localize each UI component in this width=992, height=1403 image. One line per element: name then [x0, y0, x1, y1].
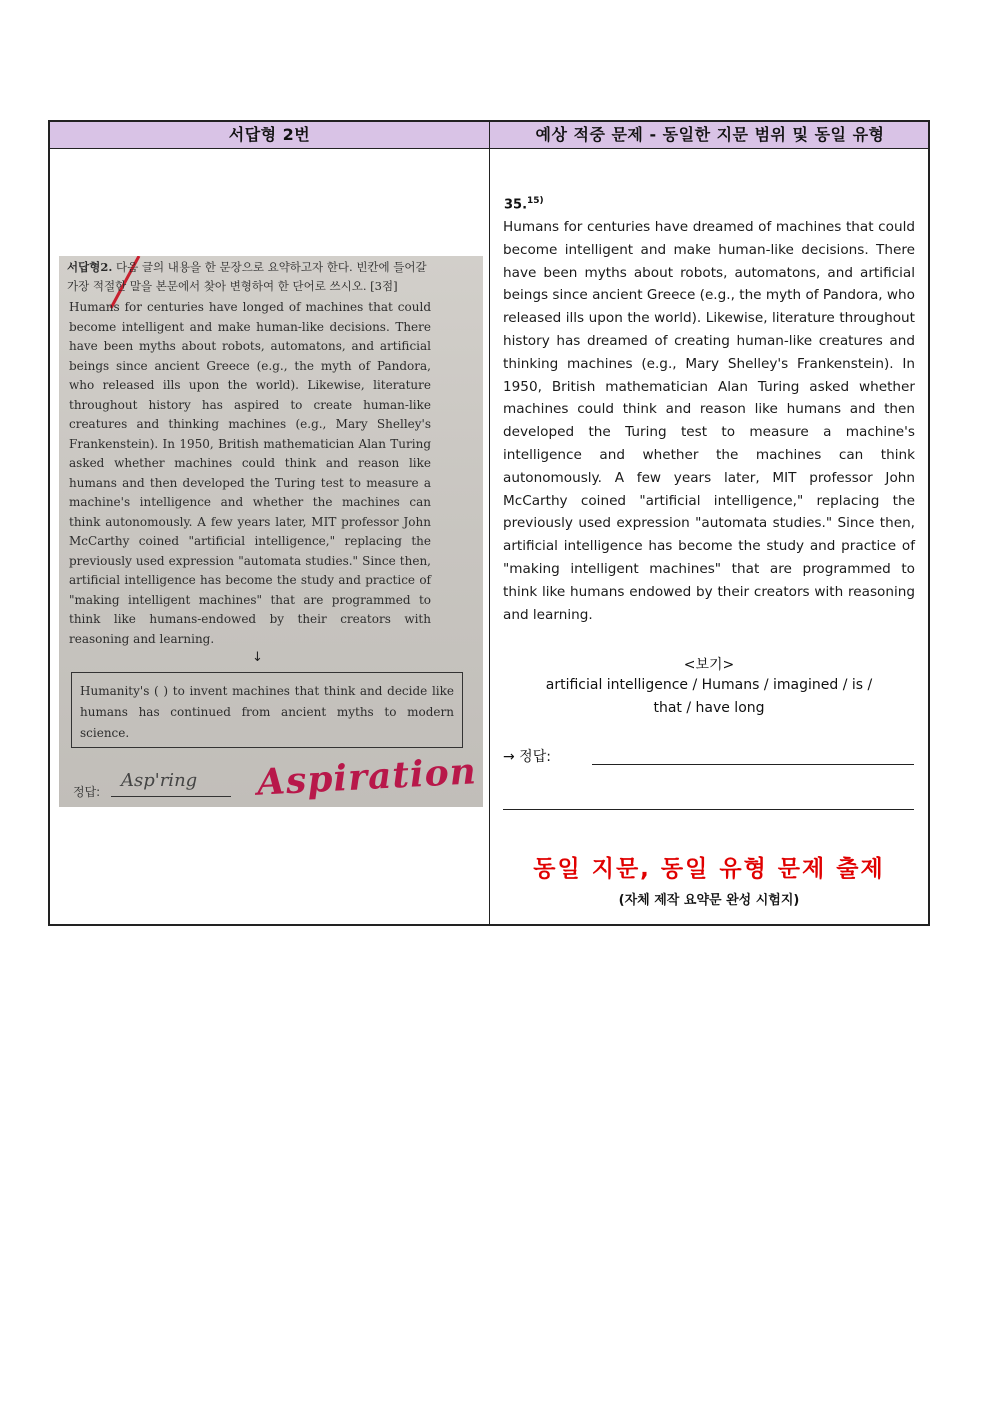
footnote-marker: 15) — [527, 196, 544, 206]
exam-question-instruction — [67, 258, 427, 296]
exam-answer-line — [111, 796, 231, 797]
answer-line-2 — [503, 809, 914, 810]
down-arrow-icon: ↓ — [252, 650, 263, 665]
exam-passage: Humans for centuries have longed of machines that could become intelligent and make human-like decisions. There have been myths about robots, automatons, and artificial beings since ancient Greece (e.g., the myth of Pandora, who released ills upon the world). Likewise, literature throughout history has aspired to create human-like creatures and thinking machines (e.g., Mary Shelley's Frankenstein). In 1950, British mathematician Alan Turing asked whether machines could think and reason like humans and then developed the Turing test to measure a machine's intelligence and whether the machines can think autonomously. A few years later, MIT professor John McCarthy coined "artificial intelligence," replacing the previously used expression "automata studies." Since then, artificial intelligence has become the study and practice of "making intelligent machines" that are programmed to think like humans-endowed by their creators with reasoning and learning. — [69, 300, 431, 646]
answer-line-1 — [592, 764, 914, 765]
exam-sheet — [59, 256, 483, 807]
left-column-header: 서답형 2번 — [228, 125, 311, 144]
column-divider — [489, 122, 490, 924]
question-number: 35.$^{15)}$ — [504, 196, 544, 213]
answer-label: → 정답: — [503, 749, 551, 765]
sub-note: (자체 제작 요약문 완성 시험지) — [618, 893, 800, 908]
handwritten-answer: Aspiration — [256, 750, 478, 804]
exam-question-label: 서답형2. — [67, 260, 113, 274]
exam-photo — [59, 256, 483, 807]
exam-answer-label: 정답: — [73, 785, 101, 799]
bogi-line-1: artificial intelligence / Humans / imagined / is / — [545, 677, 873, 693]
right-column-header: 예상 적중 문제 - 동일한 지문 범위 및 동일 유형 — [535, 125, 885, 144]
bogi-line-2: that / have long — [653, 700, 765, 716]
question-passage: Humans for centuries have dreamed of machines that could become intelligent and make human-like decisions. There have been myths about robots, automatons, and artificial beings since ancient Greece (e.g., the myth of Pandora, who released ills upon the world). Likewise, literature throughout history has dreamed of creating human-like creatures and thinking machines (e.g., Mary Shelley's Frankenstein). In 1950, British mathematician Alan Turing asked whether machines could think and reason like humans and then developed the Turing test to measure a machine's intelligence and whether the machines can think autonomously. A few years later, MIT professor John McCarthy coined "artificial intelligence," replacing the previously used expression "automata studies." Since then, artificial intelligence has become the study and practice of "making intelligent machines" that are programmed to think like humans endowed by their creators with reasoning and learning. — [503, 219, 915, 623]
pencil-answer: Asp'ring — [121, 770, 198, 791]
exam-summary-box: Humanity's ( ) to invent machines that think and decide like humans has continued from ancient myths to modern science. — [71, 672, 463, 748]
highlight-title: 동일 지문, 동일 유형 문제 출제 — [533, 856, 885, 882]
exam-question-text: 다음 글의 내용을 한 문장으로 요약하고자 한다. 빈칸에 들어갈 가장 적절한 말을 본문에서 찾아 변형하여 한 단어로 쓰시오. [3점] — [67, 260, 427, 293]
bogi-title: <보기> — [683, 657, 735, 673]
